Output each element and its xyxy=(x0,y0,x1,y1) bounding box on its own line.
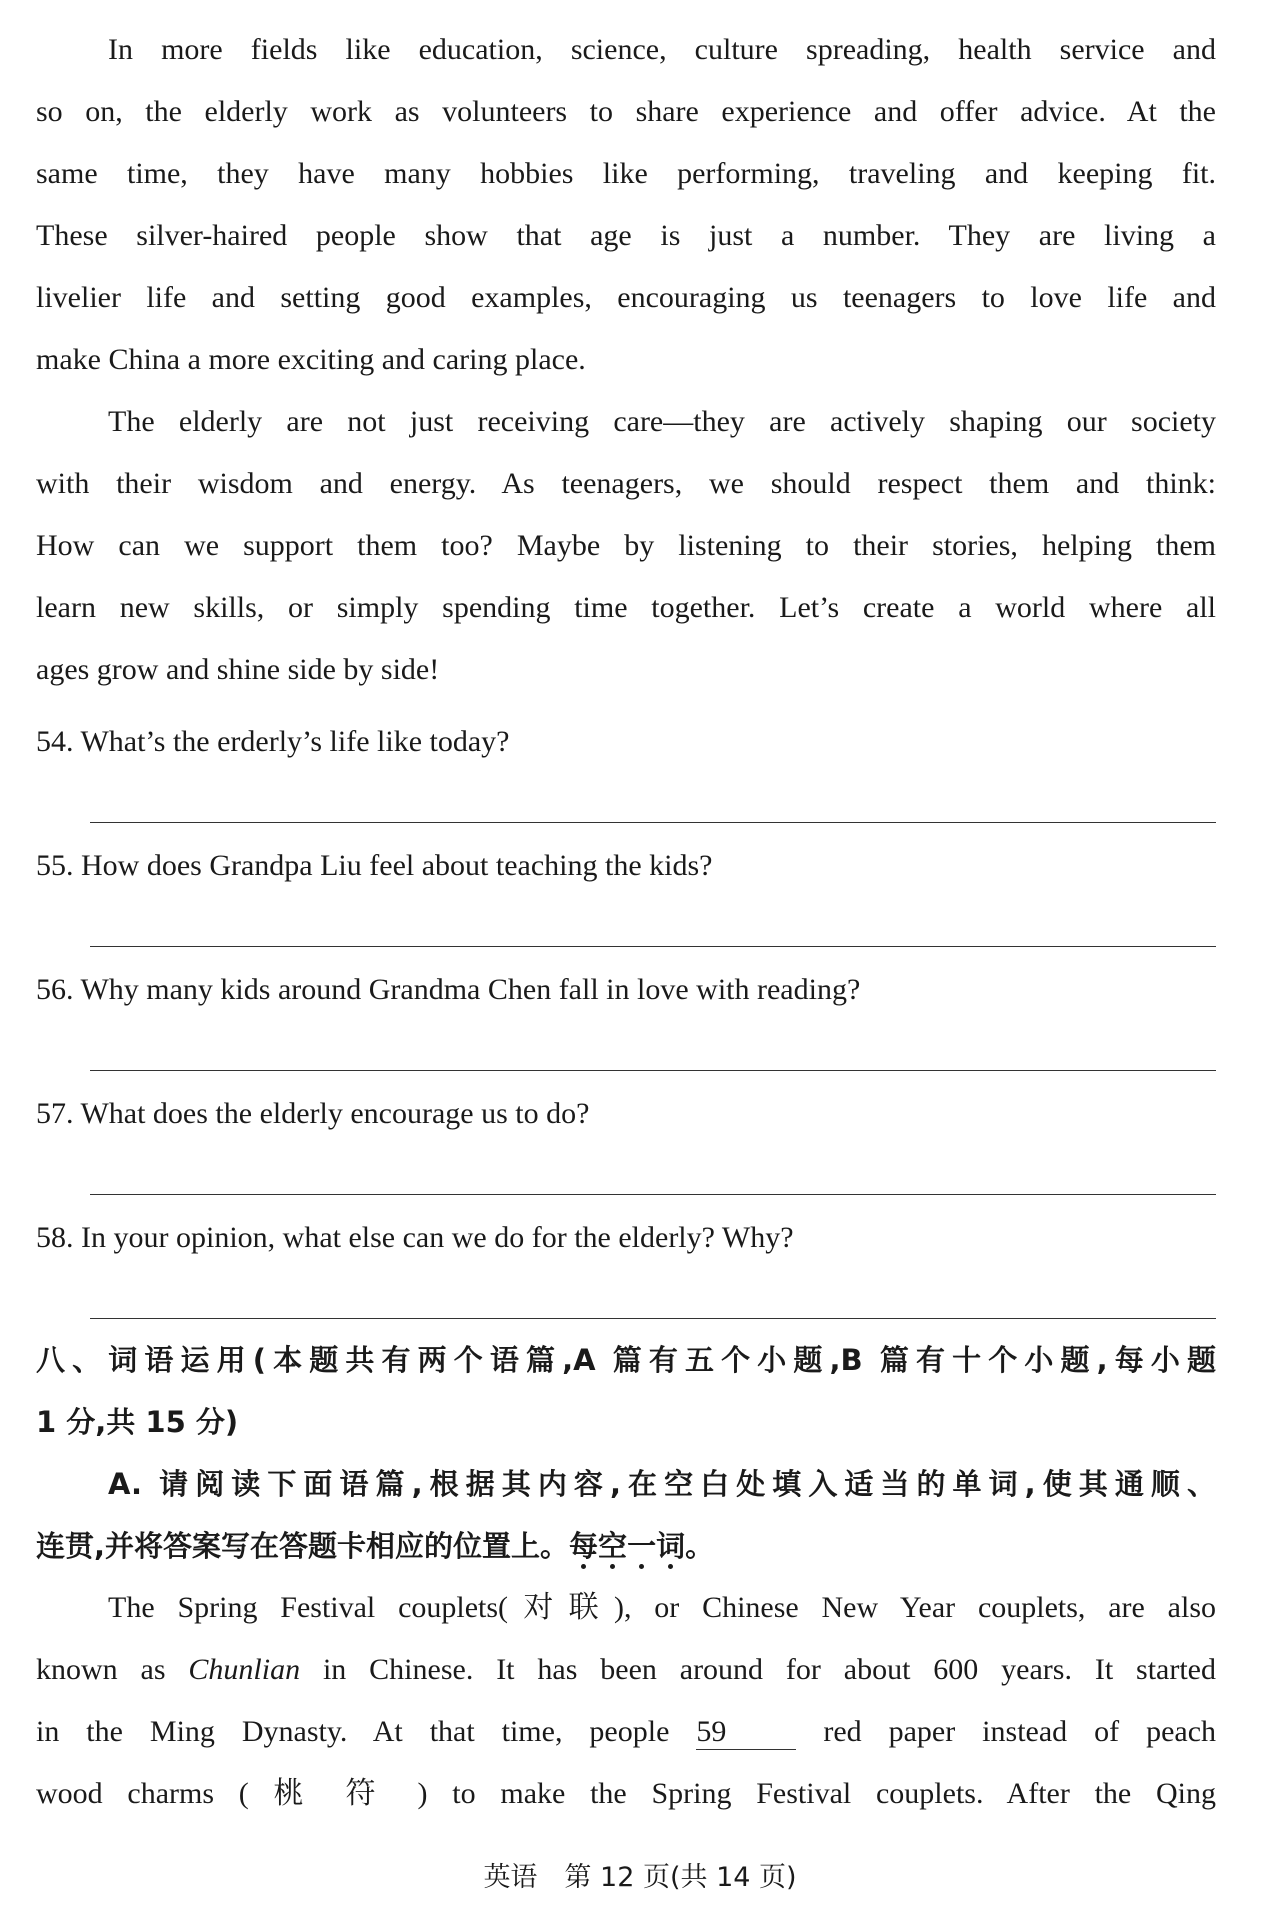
paragraph-line: make China a more exciting and caring place. xyxy=(36,343,586,376)
question-number: 56. xyxy=(36,973,74,1006)
answer-line-58[interactable] xyxy=(36,1317,1216,1319)
question-54 xyxy=(36,722,1216,762)
paragraph-line: same time, they have many hobbies like performing, traveling and keeping fit. xyxy=(36,157,1216,190)
question-text: How does Grandpa Liu feel about teaching the kids? xyxy=(81,849,713,882)
question-56 xyxy=(36,970,1216,1010)
answer-line-54[interactable] xyxy=(36,821,1216,823)
section-heading-line: 八、词语运用(本题共有两个语篇,A 篇有五个小题,B 篇有十个小题,每小题 xyxy=(36,1343,1216,1377)
question-number: 54. xyxy=(36,725,74,758)
part-a-instructions xyxy=(36,1453,1216,1577)
passage-text: red paper instead of peach xyxy=(823,1715,1217,1748)
passage-line xyxy=(36,1639,1216,1701)
question-number: 58. xyxy=(36,1221,74,1254)
italic-term: Chunlian xyxy=(188,1653,301,1686)
instruction-text: 连贯,并将答案写在答题卡相应的位置上。 xyxy=(36,1529,570,1563)
paragraph-line: so on, the elderly work as volunteers to share experience and offer advice. At the xyxy=(36,95,1216,128)
page-footer: 英语 第 12 页(共 14 页) xyxy=(483,1862,797,1893)
answer-line-57[interactable] xyxy=(36,1193,1216,1195)
blank-59[interactable]: 59 xyxy=(696,1715,796,1750)
reading-paragraph-2 xyxy=(36,391,1216,701)
emphasis-char: 一 xyxy=(627,1529,657,1563)
instruction-line xyxy=(36,1515,1216,1577)
paragraph-line: ages grow and shine side by side! xyxy=(36,653,440,686)
passage-text: known as xyxy=(36,1653,189,1686)
paragraph-line: These silver-haired people show that age is just a number. They are living a xyxy=(36,219,1216,252)
question-number: 57. xyxy=(36,1097,74,1130)
emphasis-char: 词 xyxy=(656,1529,686,1563)
paragraph-line: learn new skills, or simply spending time together. Let’s create a world where all xyxy=(36,591,1216,624)
question-58 xyxy=(36,1218,1216,1258)
answer-line-56[interactable] xyxy=(36,1069,1216,1071)
paragraph-line: How can we support them too? Maybe by listening to their stories, helping them xyxy=(36,529,1216,562)
passage-text: in the Ming Dynasty. At that time, people xyxy=(36,1715,670,1748)
question-number: 55. xyxy=(36,849,74,882)
paragraph-line: In more fields like education, science, culture spreading, health service and xyxy=(108,33,1216,66)
section-heading-line: 1 分,共 15 分) xyxy=(36,1405,239,1439)
emphasis-char: 空 xyxy=(598,1529,628,1563)
passage-line: wood charms ( 桃 符 ) to make the Spring Festival couplets. After the Qing xyxy=(36,1777,1216,1810)
question-57 xyxy=(36,1094,1216,1134)
question-55 xyxy=(36,846,1216,886)
question-text: What does the elderly encourage us to do? xyxy=(80,1097,590,1130)
section-8-heading xyxy=(36,1329,1216,1453)
question-text: What’s the erderly’s life like today? xyxy=(80,725,510,758)
instruction-text: 。 xyxy=(685,1529,715,1563)
passage-text: in Chinese. It has been around for about 600 years. It started xyxy=(300,1653,1216,1686)
instruction-line: A. 请阅读下面语篇,根据其内容,在空白处填入适当的单词,使其通顺、 xyxy=(108,1467,1216,1501)
passage-line xyxy=(36,1701,1216,1763)
reading-paragraph-1 xyxy=(36,19,1216,391)
paragraph-line: The elderly are not just receiving care—they are actively shaping our society xyxy=(108,405,1216,438)
cloze-passage xyxy=(36,1577,1216,1825)
question-text: In your opinion, what else can we do for the elderly? Why? xyxy=(81,1221,794,1254)
paragraph-line: livelier life and setting good examples, encouraging us teenagers to love life and xyxy=(36,281,1216,314)
passage-line: The Spring Festival couplets(对联), or Chinese New Year couplets, are also xyxy=(108,1591,1216,1624)
paragraph-line: with their wisdom and energy. As teenagers, we should respect them and think: xyxy=(36,467,1216,500)
question-text: Why many kids around Grandma Chen fall in love with reading? xyxy=(80,973,861,1006)
emphasis-char: 每 xyxy=(569,1529,599,1563)
answer-line-55[interactable] xyxy=(36,945,1216,947)
